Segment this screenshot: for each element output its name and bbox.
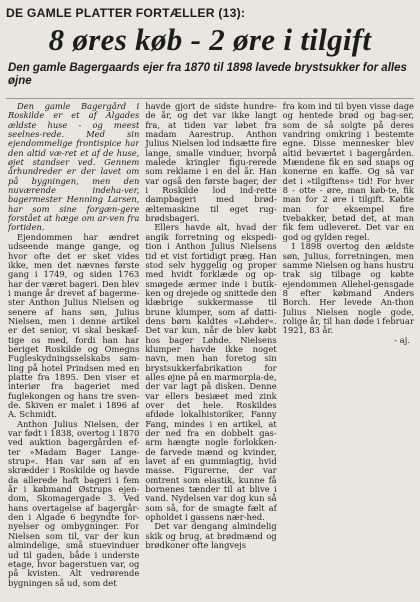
paragraph: Anthon Julius Nielsen, der var født i 1838, overtog i 1870 ved auktion bagergården ef-ter »Madam Bager Lange-strup«. Han var søn af en skrædder i Roskilde og havde da allerede haft bageri i fem år i købmand Østrups ejen-dom, Skomagergade 3. Ved hans overtagelse af bagergår-den i Algade 6 begyndte for-nyelser og ombygninger. For Nielsen som til, var der kun almindelige, små stuevinduer ud til gaden, både i underste etage, hvor bagerstuen var, og på kvisten. Alt vedrørende bygningen så ud, som det — [8, 418, 140, 588]
subheadline: Den gamle Bagergaards ejer fra 1870 til 1898 lavede brystsukker for alles øjne — [8, 62, 407, 87]
paragraph: Ejendommen har ændret udseende mange gange, og hvor ofte det er sket vides ikke, men det nævnes første gang i 1749, og siden 1763 har der været bageri. Den blev i mange år drevet af bagerme-ster Anthon Julius Nielsen og senere af hans søn, Julius Nielsen, men i denne artikel er det senior, vi skal beskæf-tige os med, fordi han har beriget Roskilde og Omegns Fugleskydningsselskabs sam-ling på hotel Prindsen med en platte fra 1895. Den viser et interiør fra bageriet med fuglekongen og hans tre sven-de. Skiven er malet i 1896 af A. Schmidt. — [8, 231, 140, 420]
paragraph: fra kom ind til byen visse dage og hentede brød og bag-ser, som de så solgte på deres vandring omkring i bestemte egne. Disse mennesker blev altid beværtet i bagergården. Mændene fik en sød snaps og konerne en kaffe. Og så var det i »tilgiftens« tid! For hver 8 - otte - øre, man køb-te, fik man for 2 øre i tilgift. Købte man for eksempel fire tvebakker, betød det, at man fik fem udleveret. Det var en god og gylden regel. — [282, 102, 414, 242]
divider — [6, 98, 414, 99]
column-3 — [283, 102, 414, 598]
paragraph: Ellers havde alt, hvad der angik forretning og ekspedi-tion i Anthon Julius Nielsens tid et vist fortidigt præg. Han stod selv hyggelig og proper med hvidt forklæde og op-smøgede ærmer inde i butik-ken og drejede og snittede den klæbrige sukkermasse til brune klumper, som af datti-dens børn kaldtes »Løhder«. Det var kun, når de blev købt hos bager Løhde. Nielsens klumper havde ikke noget navn, men han foretog sin brystsukkerfabrikation for alles øjne på en marmorpla-de, der var lagt på disken. Denne var ellers besiæet med zink over det hele. Roskildes afdøde lokalhistoriker, Fanny Fang, mindes i en artikel, at der ned fra en dobbelt gas-arm hængte nogle forlokken-de farvede mænd og kvinder, lavet af en gummiagtig, hvid masse. Figurerne, der var omtrent som elastik, kunne få bornenes tænder til at blive i vand. Nydelsen var dog kun så som så, for de smagte fælt af opholdet i gassens nær-hed. — [145, 222, 277, 523]
paragraph: havde gjort de sidste hundre-de år, og det var ikke langt fra, at tiden var løbet fra madam Aarestrup. Anthon Julius Nielsen lod indsætte fire lange, smalle vinduer, hvorpå malede kringler figu-rerede som reklame i en del år. Han var også den første bager, der i Roskilde lod ind-rette dampbageri med brød-æltemaskine til eget rug-brødsbageri. — [145, 102, 277, 224]
intro-paragraph: Den gamle Bagergård i Roskilde er et af Algades ældste huse - og meest seelnes-rede. Med sin ejendommelige frontispice har den altid væ-ret et af de huse, øjet standser ved. Gennem århundreder er der lavet om på bygningen, men den nuværende indeha-ver, bagermester Henning Larsen, har som sine forgæn-gere forstået at hæge om ar-ven fra fortiden. — [8, 102, 140, 233]
series-title: DE GAMLE PLATTER FORTÆLLER (13): — [6, 6, 246, 20]
column-1 — [8, 102, 139, 598]
article-body — [8, 102, 414, 598]
paragraph: I 1898 overtog den ældste søn, Julius, forretningen, men samme Nielsen og hans hustru trak sig tilbage og købte ejendommen Allehel-gensgade 8 efter købmand Anders Borch. Her levede An-thon Julius Nielsen nogle gode, rolige år, til han døde i februar 1921, 83 år. — [282, 241, 414, 336]
headline: 8 øres køb - 2 øre i tilgift — [48, 22, 372, 57]
column-2 — [145, 102, 276, 598]
paragraph: Det var dengang almindelig skik og brug, at brødmænd og brødkoner ofte langvejs — [145, 521, 277, 551]
author-signature: - aj. — [394, 334, 410, 345]
